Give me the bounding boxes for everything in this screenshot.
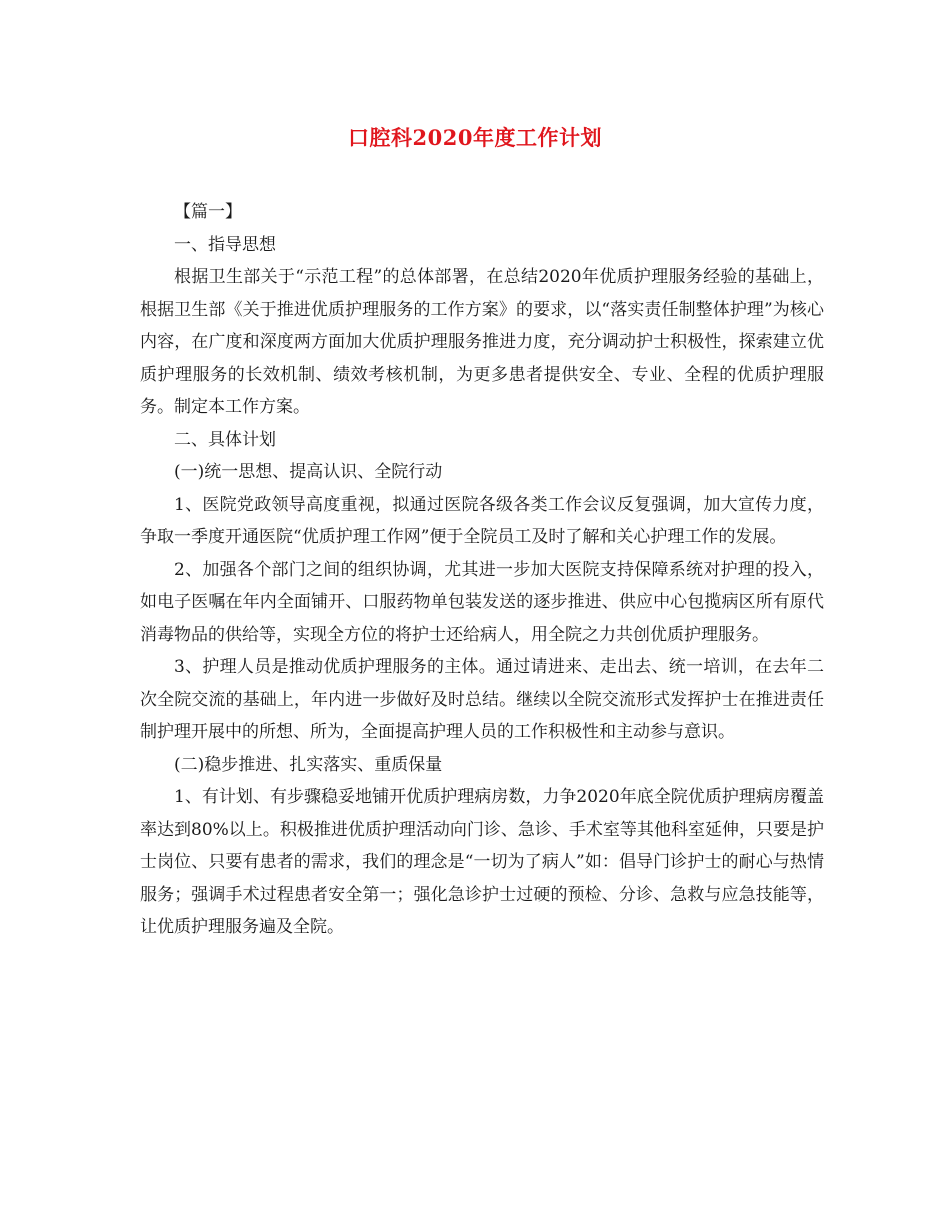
paragraph: 2、加强各个部门之间的组织协调，尤其进一步加大医院支持保障系统对护理的投入，如电子医嘱在年内全面铺开、口服药物单包装发送的逐步推进、供应中心包揽病区所有原代消毒物品的供给等，实现全方位的将护士还给病人，用全院之力共创优质护理服务。 [140, 559, 824, 645]
document-body [140, 196, 824, 944]
paragraph: 1、有计划、有步骤稳妥地铺开优质护理病房数，力争2020年底全院优质护理病房覆盖率达到80%以上。积极推进优质护理活动向门诊、急诊、手术室等其他科室延伸，只要是护士岗位、只要有患者的需求，我们的理念是“一切为了病人”如：倡导门诊护士的耐心与热情服务；强调手术过程患者安全第一；强化急诊护士过硬的预检、分诊、急救与应急技能等，让优质护理服务遍及全院。 [140, 787, 824, 937]
heading-specific-plan: 二、具体计划 [174, 429, 276, 450]
subheading-steady-progress: (二)稳步推进、扎实落实、重质保量 [174, 754, 443, 775]
paragraph: 根据卫生部关于“示范工程”的总体部署，在总结2020年优质护理服务经验的基础上，根据卫生部《关于推进优质护理服务的工作方案》的要求，以“落实责任制整体护理”为核心内容，在广度和深度两方面加大优质护理服务推进力度，充分调动护士积极性，探索建立优质护理服务的长效机制、绩效考核机制，为更多患者提供安全、专业、全程的优质护理服务。制定本工作方案。 [140, 267, 824, 417]
document-title: 口腔科2020年度工作计划 [348, 125, 602, 150]
section-label: 【篇一】 [174, 202, 242, 222]
heading-guiding-ideology: 一、指导思想 [174, 234, 276, 255]
paragraph: 3、护理人员是推动优质护理服务的主体。通过请进来、走出去、统一培训，在去年二次全院交流的基础上，年内进一步做好及时总结。继续以全院交流形式发挥护士在推进责任制护理开展中的所想、所为，全面提高护理人员的工作积极性和主动参与意识。 [140, 657, 824, 742]
subheading-unify-thinking: (一)统一思想、提高认识、全院行动 [174, 462, 443, 482]
paragraph: 1、医院党政领导高度重视，拟通过医院各级各类工作会议反复强调，加大宣传力度，争取一季度开通医院“优质护理工作网”便于全院员工及时了解和关心护理工作的发展。 [140, 494, 824, 547]
